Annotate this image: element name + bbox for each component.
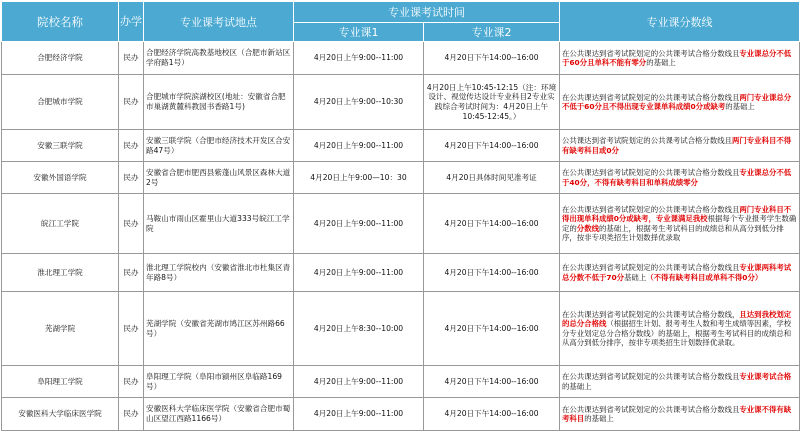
exam-time-1: 4月20日上午8:30--10:00 — [294, 292, 424, 366]
exam-time-2: 4月20日具体时间见准考证 — [424, 162, 560, 194]
school-name: 合肥经济学院 — [2, 42, 119, 75]
table-row — [2, 398, 800, 431]
exam-location: 阜阳理工学院（阜阳市颍州区阜临路169号） — [144, 366, 294, 398]
school-type: 民办 — [119, 162, 144, 194]
score-line-text: 在公共课达到省考试院划定的公共课考试合格分数线且 — [562, 92, 740, 102]
exam-time-1: 4月20日上午9:00--11:00 — [294, 398, 424, 431]
table-row — [2, 42, 800, 75]
score-line — [560, 75, 800, 130]
exam-time-1: 4月20日上午9:00--11:00 — [294, 366, 424, 398]
exam-time-1: 4月20日上午9:00--11:00 — [294, 194, 424, 254]
score-line-highlight: 专业课考试合格 — [739, 372, 792, 382]
exam-time-1: 4月20日上午9:00--11:00 — [294, 42, 424, 75]
exam-location: 安徽医科大学临床医学院（安徽省合肥市蜀山区望江西路1166号） — [144, 398, 294, 431]
score-line-highlight: （不得有缺考科目或单科不得0分） — [646, 272, 763, 282]
header-score: 专业课分数线 — [560, 2, 800, 42]
score-line-text: 在公共课达到省考试院划定的公共课考试合格分数线且 — [562, 48, 740, 58]
school-type: 民办 — [119, 75, 144, 130]
exam-location: 合肥经济学院高教基地校区（合肥市新站区学府路1号） — [144, 42, 294, 75]
exam-time-2: 4月20日下午14:00--16:00 — [424, 130, 560, 162]
exam-time-2: 4月20日上午10:45-12:15（注：环境设计、视觉传达设计专业科目2专业实践综合考试时间为：4月20日上午10:45-12:45。） — [424, 75, 560, 130]
school-type: 民办 — [119, 130, 144, 162]
school-type: 民办 — [119, 398, 144, 431]
score-line — [560, 366, 800, 398]
score-line-highlight: 分数线 — [576, 223, 599, 233]
school-name: 安徽三联学院 — [2, 130, 119, 162]
score-line-text: 的基础上 — [725, 102, 755, 111]
exam-time-2: 4月20日下午14:00--16:00 — [424, 366, 560, 398]
score-line-text: 基础上 — [624, 272, 647, 282]
score-line-highlight: 两门专业科目不得有缺考科目或0分 — [562, 136, 792, 155]
exam-time-2: 4月20日下午14:00--16:00 — [424, 42, 560, 75]
school-type: 民办 — [119, 194, 144, 254]
header-type: 办学 — [119, 2, 144, 42]
score-line — [560, 162, 800, 194]
table-row — [2, 75, 800, 130]
table-body — [2, 42, 800, 431]
score-line — [560, 42, 800, 75]
exam-location: 安徽省合肥市肥西县紫蓬山风景区森林大道2号 — [144, 162, 294, 194]
school-type: 民办 — [119, 292, 144, 366]
score-line-text: 的基础上 — [646, 58, 676, 67]
score-line-text: 在公共课达到省考试院划定的公共课考试合格分数线且 — [562, 204, 740, 214]
exam-location: 马鞍山市雨山区霍里山大道333号皖江工学院 — [144, 194, 294, 254]
table-row — [2, 292, 800, 366]
score-line — [560, 292, 800, 366]
table-row — [2, 366, 800, 398]
exam-location: 淮北理工学院校内（安徽省淮北市杜集区青年路8号） — [144, 254, 294, 292]
score-line-highlight: 专业课总分不低于40分，不得有缺考科目和单科成绩零分 — [562, 168, 792, 187]
exam-time-2: 4月20日下午14:00--16:00 — [424, 398, 560, 431]
school-type: 民办 — [119, 42, 144, 75]
school-type: 民办 — [119, 254, 144, 292]
score-line-text: 在公共课达到省考试院划定的公共课考试合格分数线且 — [562, 404, 740, 414]
school-name: 皖江工学院 — [2, 194, 119, 254]
score-line-text: 在公共课达到省考试院划定的公共课考试合格分数线且 — [562, 372, 740, 382]
score-line-highlight: 两门专业科目不得出现单科成绩0分或缺考，专业课满足我校 — [562, 204, 792, 224]
header-time: 专业课考试时间 — [294, 2, 560, 23]
school-name: 芜湖学院 — [2, 292, 119, 366]
header-course1: 专业课1 — [294, 23, 424, 42]
score-line — [560, 194, 800, 254]
score-line-text: 的基础上 — [584, 414, 614, 423]
header-school: 院校名称 — [2, 2, 119, 42]
score-line-highlight: 专业课总分不低于60分且单科不能有零分 — [562, 48, 792, 67]
school-name: 合肥城市学院 — [2, 75, 119, 130]
exam-time-2: 4月20日下午14:00--16:00 — [424, 194, 560, 254]
table-row — [2, 254, 800, 292]
header-location: 专业课考试地点 — [144, 2, 294, 42]
score-line — [560, 130, 800, 162]
score-line-highlight: 且达到我校划定的总分合格线 — [562, 309, 792, 329]
exam-time-1: 4月20日上午9:00--10:30 — [294, 75, 424, 130]
admission-table — [1, 1, 800, 431]
school-name: 阜阳理工学院 — [2, 366, 119, 398]
score-line-text: 在公共课达到省考试院划定的公共课考试合格分数线且 — [562, 263, 740, 273]
exam-location: 芜湖学院（安徽省芜湖市鸠江区苏州路66号） — [144, 292, 294, 366]
table-row — [2, 130, 800, 162]
score-line — [560, 398, 800, 431]
exam-time-1: 4月20日上午9:00--11:00 — [294, 254, 424, 292]
exam-time-1: 4月20日上午9:00—10：30 — [294, 162, 424, 194]
school-name: 安徽医科大学临床医学院 — [2, 398, 119, 431]
header-course2: 专业课2 — [424, 23, 560, 42]
score-line-text: 根据每个专业报考学生数确定的 — [562, 214, 797, 233]
table-row — [2, 162, 800, 194]
score-line-highlight: 专业课不得有缺考科目 — [562, 404, 792, 423]
school-type: 民办 — [119, 366, 144, 398]
score-line-text: 在公共课达到省考试院划定的公共课考试合格分数线， — [562, 309, 740, 319]
school-name: 淮北理工学院 — [2, 254, 119, 292]
exam-time-1: 4月20日上午9:00--11:00 — [294, 130, 424, 162]
score-line-text: 公共课达到省考试院划定的公共课考试合格分数线且 — [562, 136, 732, 146]
table-row — [2, 194, 800, 254]
score-line-text: 的基础上 — [562, 381, 592, 391]
score-line-text: （根据招生计划、报考考生人数和考生成绩等因素，学校分专业划定总分合格分数线）的基础上，根据考生考试科目的成绩总和从高分到低分排序，按非专项类招生计划数择优录取。 — [562, 319, 792, 347]
exam-time-2: 4月20日下午14:00--16:00 — [424, 292, 560, 366]
exam-time-2: 4月20日下午14:00--16:00 — [424, 254, 560, 292]
exam-location: 合肥城市学院滨湖校区(地址：安徽省合肥市巢湖黄麓科教园书香路1号) — [144, 75, 294, 130]
score-line-highlight: 专业课两科考试总分数不低于70分 — [562, 263, 792, 282]
score-line-highlight: 两门专业课总分不低于60分且不得出现专业课单科成绩0分或缺考 — [562, 92, 792, 111]
score-line-text: 的基础上，根据考生考试科目的成绩总和从高分到低分排序，按非专项类招生计划数择优录取 — [562, 223, 784, 242]
score-line-text: 在公共课达到省考试院划定的公共课考试合格分数线且 — [562, 168, 740, 178]
score-line — [560, 254, 800, 292]
school-name: 安徽外国语学院 — [2, 162, 119, 194]
exam-location: 安徽三联学院（合肥市经济技术开发区合安路47号） — [144, 130, 294, 162]
